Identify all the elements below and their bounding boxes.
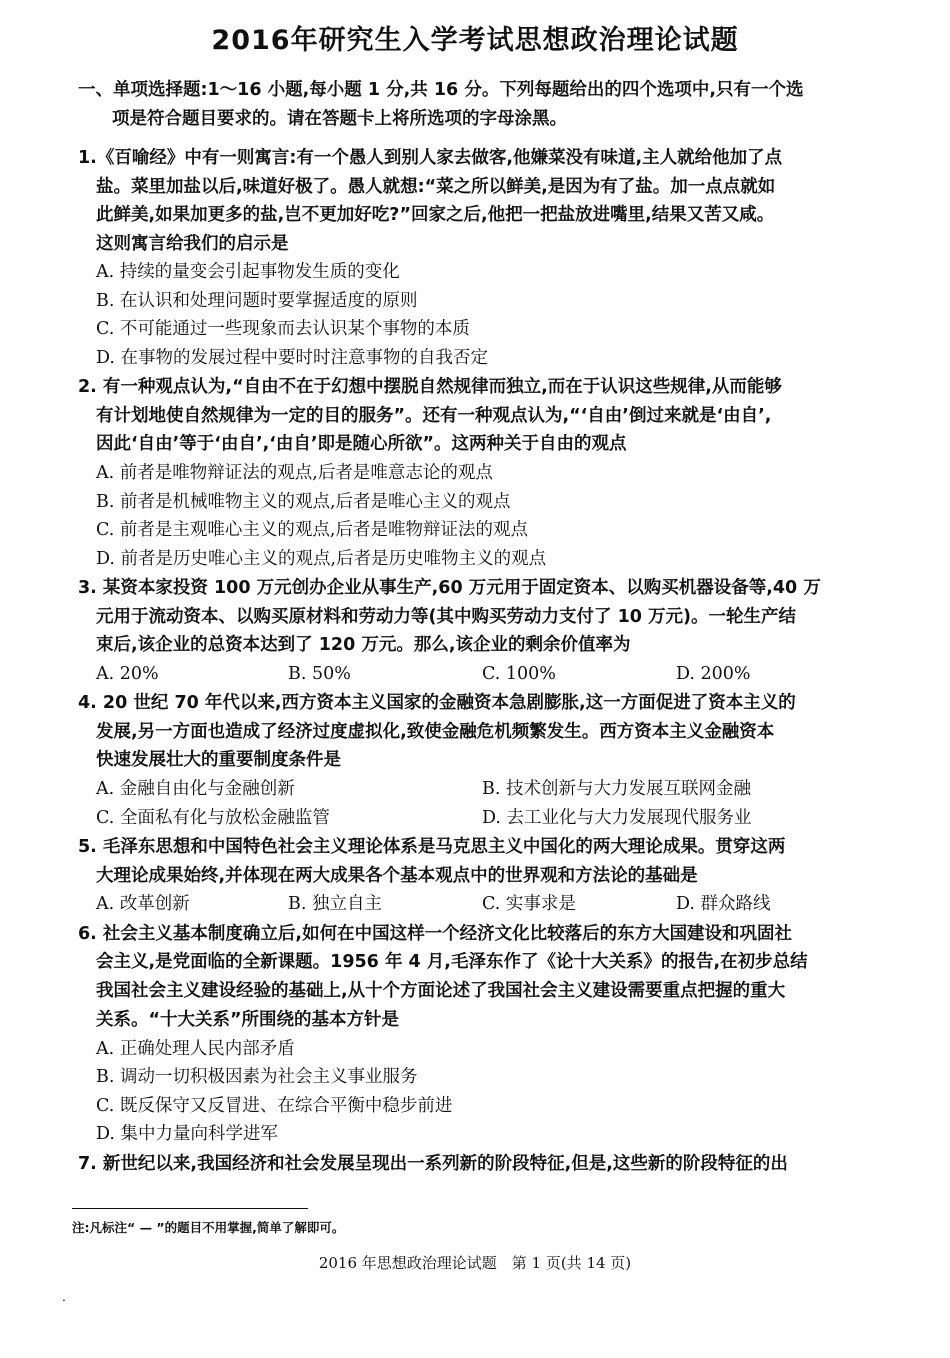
question-4-option-d: D. 去工业化与大力发展现代服务业 <box>482 808 752 828</box>
question-1-option-a: A. 持续的量变会引起事物发生质的变化 <box>96 262 400 282</box>
question-3-option-d: D. 200% <box>676 664 751 684</box>
question-6-option-c: C. 既反保守又反冒进、在综合平衡中稳步前进 <box>96 1096 453 1116</box>
question-6-option-d: D. 集中力量向科学进军 <box>96 1124 279 1144</box>
question-1-stem-line: 1.《百喻经》中有一则寓言:有一个愚人到别人家去做客,他嫌菜没有味道,主人就给他加了点 <box>78 148 783 168</box>
question-4-option-a: A. 金融自由化与金融创新 <box>96 779 295 799</box>
question-5-stem-line: 5. 毛泽东思想和中国特色社会主义理论体系是马克思主义中国化的两大理论成果。贯穿这两 <box>78 837 786 857</box>
question-1-option-c: C. 不可能通过一些现象而去认识某个事物的本质 <box>96 319 470 339</box>
question-2-option-c: C. 前者是主观唯心主义的观点,后者是唯物辩证法的观点 <box>96 520 528 540</box>
question-6-stem-line: 关系。“十大关系”所围绕的基本方针是 <box>96 1010 400 1030</box>
question-4-stem-line: 快速发展壮大的重要制度条件是 <box>96 750 341 770</box>
question-5-option-b: B. 独立自主 <box>288 894 382 914</box>
footnote: 注:凡标注“ — ”的题目不用掌握,简单了解即可。 <box>72 1220 345 1235</box>
question-1-stem-line: 盐。菜里加盐以后,味道好极了。愚人就想:“菜之所以鲜美,是因为有了盐。加一点点就如 <box>96 177 776 197</box>
question-1-option-b: B. 在认识和处理问题时要掌握适度的原则 <box>96 291 418 311</box>
question-1-stem-line: 此鲜美,如果加更多的盐,岂不更加好吃?”回家之后,他把一把盐放进嘴里,结果又苦又咸。 <box>96 205 775 225</box>
question-3-stem-line: 束后,该企业的总资本达到了 120 万元。那么,该企业的剩余价值率为 <box>96 635 631 655</box>
section-instruction-line-1: 一、单项选择题:1～16 小题,每小题 1 分,共 16 分。下列每题给出的四个选项中,只有一个选 <box>78 80 804 100</box>
question-4-option-b: B. 技术创新与大力发展互联网金融 <box>482 779 751 799</box>
question-6-stem-line: 我国社会主义建设经验的基础上,从十个方面论述了我国社会主义建设需要重点把握的重大 <box>96 981 786 1001</box>
question-3-option-c: C. 100% <box>482 664 556 684</box>
question-2-stem-line: 有计划地使自然规律为一定的目的服务”。还有一种观点认为,“‘自由’倒过来就是‘由自’, <box>96 406 772 426</box>
question-4-stem-line: 发展,另一方面也造成了经济过度虚拟化,致使金融危机频繁发生。西方资本主义金融资本 <box>96 722 775 742</box>
question-5-option-a: A. 改革创新 <box>96 894 190 914</box>
question-1-option-d: D. 在事物的发展过程中要时时注意事物的自我否定 <box>96 348 489 368</box>
question-2-option-d: D. 前者是历史唯心主义的观点,后者是历史唯物主义的观点 <box>96 549 547 569</box>
page-footer: 2016 年思想政治理论试题 第 1 页(共 14 页) <box>318 1254 632 1272</box>
question-2-option-b: B. 前者是机械唯物主义的观点,后者是唯心主义的观点 <box>96 492 511 512</box>
footnote-divider <box>72 1208 308 1209</box>
question-3-stem-line: 元用于流动资本、以购买原材料和劳动力等(其中购买劳动力支付了 10 万元)。一轮生产结 <box>96 607 797 627</box>
section-instruction-line-2: 项是符合题目要求的。请在答题卡上将所选项的字母涂黑。 <box>112 109 567 129</box>
scan-dot: . <box>62 1290 66 1304</box>
question-4-option-c: C. 全面私有化与放松金融监管 <box>96 808 330 828</box>
question-1-stem-line: 这则寓言给我们的启示是 <box>96 234 289 254</box>
question-6-option-b: B. 调动一切积极因素为社会主义事业服务 <box>96 1067 418 1087</box>
question-2-stem-line: 2. 有一种观点认为,“自由不在于幻想中摆脱自然规律而独立,而在于认识这些规律,从而能够 <box>78 377 782 397</box>
question-3-option-a: A. 20% <box>96 664 159 684</box>
question-3-option-b: B. 50% <box>288 664 351 684</box>
question-6-stem-line: 会主义,是党面临的全新课题。1956 年 4 月,毛泽东作了《论十大关系》的报告,在初步总结 <box>96 952 808 972</box>
question-4-stem-line: 4. 20 世纪 70 年代以来,西方资本主义国家的金融资本急剧膨胀,这一方面促进了资本主义的 <box>78 693 796 713</box>
question-5-stem-line: 大理论成果始终,并体现在两大成果各个基本观点中的世界观和方法论的基础是 <box>96 866 698 886</box>
question-5-option-d: D. 群众路线 <box>676 894 771 914</box>
question-3-stem-line: 3. 某资本家投资 100 万元创办企业从事生产,60 万元用于固定资本、以购买机器设备等,40 万 <box>78 578 821 598</box>
question-6-stem-line: 6. 社会主义基本制度确立后,如何在中国这样一个经济文化比较落后的东方大国建设和巩固社 <box>78 924 793 944</box>
question-5-option-c: C. 实事求是 <box>482 894 576 914</box>
question-7-stem-line: 7. 新世纪以来,我国经济和社会发展呈现出一系列新的阶段特征,但是,这些新的阶段特征的出 <box>78 1154 788 1174</box>
question-6-option-a: A. 正确处理人民内部矛盾 <box>96 1039 295 1059</box>
question-2-stem-line: 因此‘自由’等于‘由自’,‘由自’即是随心所欲”。这两种关于自由的观点 <box>96 434 627 454</box>
page-title: 2016年研究生入学考试思想政治理论试题 <box>211 25 739 56</box>
question-2-option-a: A. 前者是唯物辩证法的观点,后者是唯意志论的观点 <box>96 463 493 483</box>
